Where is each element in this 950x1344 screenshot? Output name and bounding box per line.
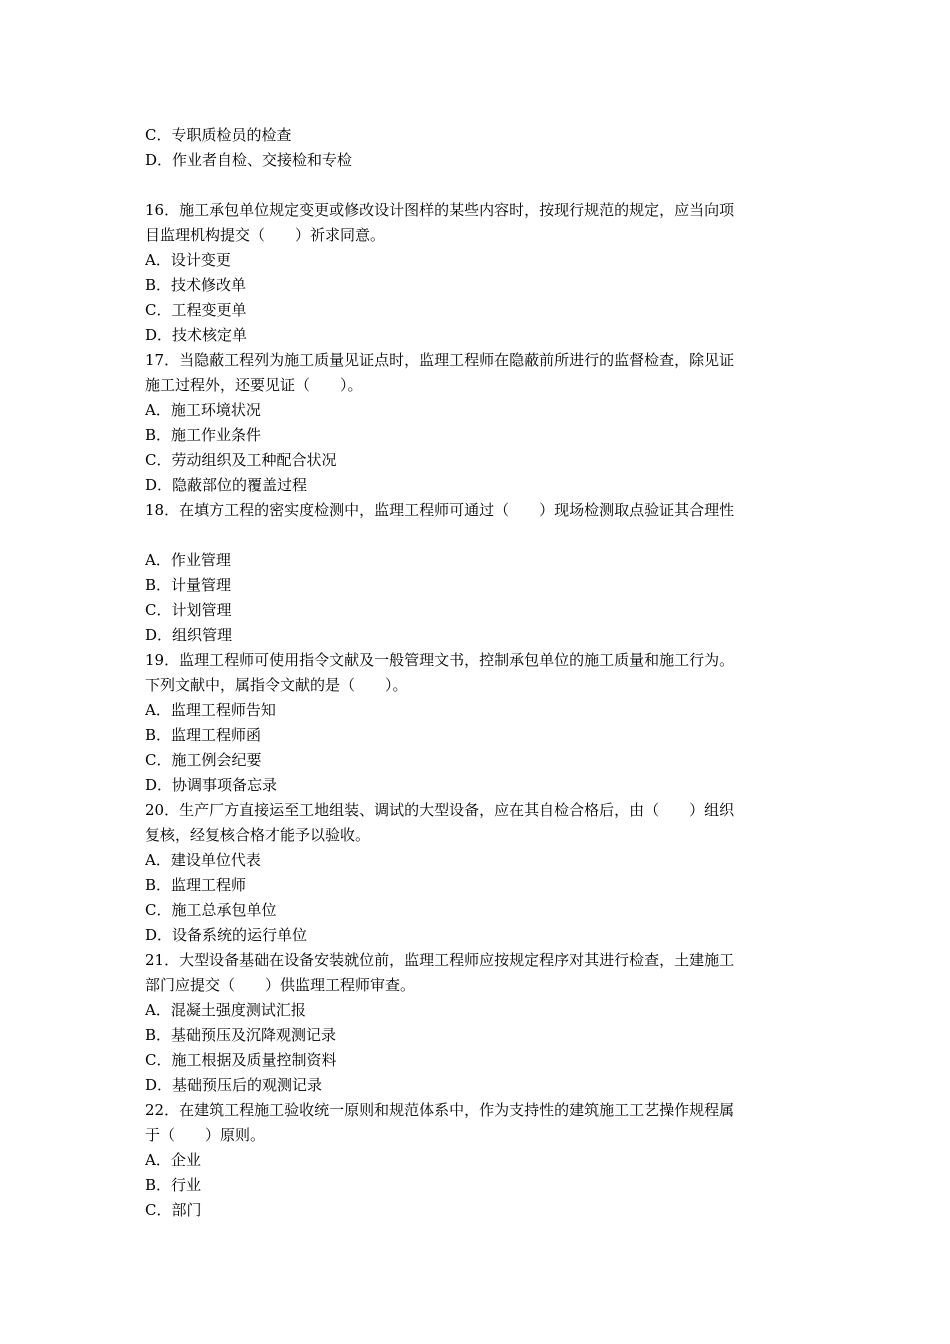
question-16-option-d: D．技术核定单 [145, 326, 248, 344]
question-20-option-a: A．建设单位代表 [145, 851, 261, 869]
blank-line [145, 173, 815, 198]
question-17-option-c: C．劳动组织及工种配合状况 [145, 451, 337, 469]
question-20-option-d: D．设备系统的运行单位 [145, 926, 308, 944]
question-21-option-b: B．基础预压及沉降观测记录 [145, 1026, 337, 1044]
question-18-stem-line-1: 18．在填方工程的密实度检测中，监理工程师可通过（ ）现场检测取点验证其合理性 [145, 501, 735, 519]
question-21-option-a: A．混凝土强度测试汇报 [145, 1001, 306, 1019]
question-16-stem-line-1: 16．施工承包单位规定变更或修改设计图样的某些内容时，按现行规范的规定，应当向项 [145, 201, 735, 219]
question-19-option-c: C．施工例会纪要 [145, 751, 262, 769]
question-22-stem-line-2: 于（ ）原则。 [145, 1126, 266, 1144]
question-19-option-a: A．监理工程师告知 [145, 701, 276, 719]
question-16-option-c: C．工程变更单 [145, 301, 247, 319]
question-17-option-a: A．施工环境状况 [145, 401, 261, 419]
question-19-stem-line-1: 19．监理工程师可使用指令文献及一般管理文书，控制承包单位的施工质量和施工行为。 [145, 651, 735, 669]
question-17-option-b: B．施工作业条件 [145, 426, 262, 444]
question-20-stem-line-2: 复核，经复核合格才能予以验收。 [145, 826, 371, 844]
document-page [145, 123, 815, 1223]
question-17-option-d: D．隐蔽部位的覆盖过程 [145, 476, 308, 494]
question-18-stem-line-2 [145, 523, 815, 548]
question-20-stem-line-1: 20．生产厂方直接运至工地组装、调试的大型设备，应在其自检合格后，由（ ）组织 [145, 801, 735, 819]
question-17-stem-line-2: 施工过程外，还要见证（ ）。 [145, 376, 363, 394]
question-19-option-d: D．协调事项备忘录 [145, 776, 278, 794]
question-21-stem-line-2: 部门应提交（ ）供监理工程师审查。 [145, 976, 416, 994]
option-d: D．作业者自检、交接检和专检 [145, 151, 353, 169]
question-19-option-b: B．监理工程师函 [145, 726, 262, 744]
question-18-option-c: C．计划管理 [145, 601, 232, 619]
question-20-option-b: B．监理工程师 [145, 876, 247, 894]
question-18-option-d: D．组织管理 [145, 626, 233, 644]
option-c: C．专职质检员的检查 [145, 126, 292, 144]
question-16-option-b: B．技术修改单 [145, 276, 247, 294]
question-21-option-d: D．基础预压后的观测记录 [145, 1076, 323, 1094]
question-22-stem-line-1: 22．在建筑工程施工验收统一原则和规范体系中，作为支持性的建筑施工工艺操作规程属 [145, 1101, 735, 1119]
question-18-option-b: B．计量管理 [145, 576, 232, 594]
question-17-stem-line-1: 17．当隐蔽工程列为施工质量见证点时，监理工程师在隐蔽前所进行的监督检查，除见证 [145, 351, 735, 369]
question-16-option-a: A．设计变更 [145, 251, 231, 269]
question-22-option-c: C．部门 [145, 1201, 202, 1219]
question-20-option-c: C．施工总承包单位 [145, 901, 277, 919]
question-21-stem-line-1: 21．大型设备基础在设备安装就位前，监理工程师应按规定程序对其进行检查，土建施工 [145, 951, 735, 969]
question-19-stem-line-2: 下列文献中，属指令文献的是（ ）。 [145, 676, 408, 694]
question-22-option-a: A．企业 [145, 1151, 201, 1169]
question-16-stem-line-2: 目监理机构提交（ ）祈求同意。 [145, 226, 386, 244]
question-22-option-b: B．行业 [145, 1176, 202, 1194]
question-21-option-c: C．施工根据及质量控制资料 [145, 1051, 337, 1069]
question-18-option-a: A．作业管理 [145, 551, 231, 569]
